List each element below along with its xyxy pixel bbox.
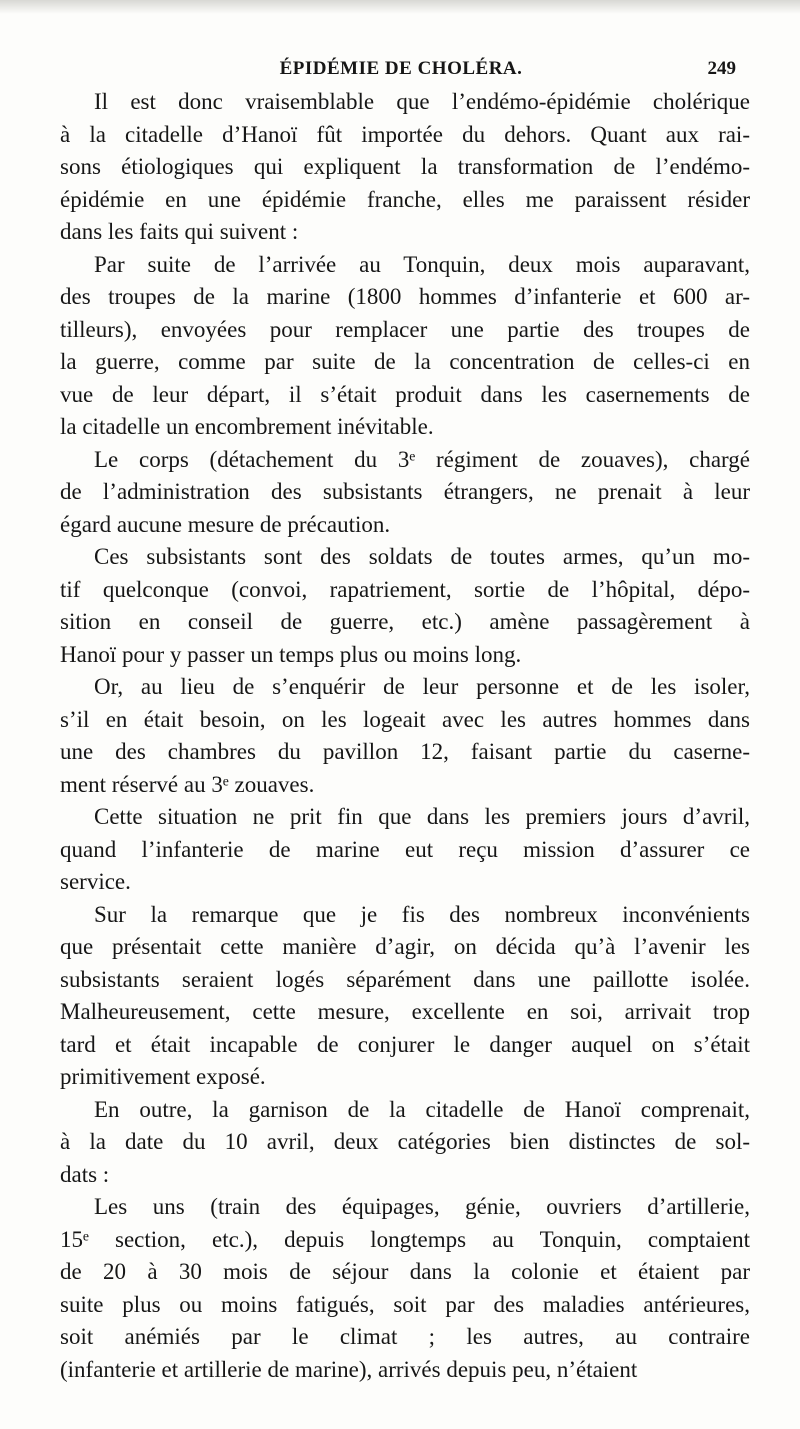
text-line: tilleurs), envoyées pour remplacer une partie des troupes de [60, 316, 750, 342]
text-line: épidémie en une épidémie franche, elles me paraissent résider [60, 186, 750, 212]
paragraph [60, 86, 750, 249]
text-line: Cette situation ne prit fin que dans les premiers jours d’avril, [94, 804, 750, 829]
text-line: ment réservé au 3ᵉ zouaves. [60, 771, 315, 797]
paragraph [60, 801, 750, 899]
paragraph [60, 541, 750, 671]
text-line: quand l’infanterie de marine eut reçu mission d’assurer ce [60, 836, 750, 862]
text-line: de 20 à 30 mois de séjour dans la colonie et étaient par [60, 1259, 750, 1284]
text-line: Il est donc vraisemblable que l’endémo-épidémie cholérique [94, 89, 750, 114]
text-line: tard et était incapable de conjurer le danger auquel on s’était [60, 1031, 750, 1057]
text-line: dats : [60, 1161, 110, 1187]
text-line: Malheureusement, cette mesure, excellente en soi, arrivait trop [60, 999, 750, 1024]
text-line: sition en conseil de guerre, etc.) amène passagèrement à [60, 609, 750, 634]
text-line: En outre, la garnison de la citadelle de Hanoï comprenait, [94, 1096, 750, 1122]
text-line: la guerre, comme par suite de la concentration de celles-ci en [60, 349, 750, 374]
text-line: de l’administration des subsistants étrangers, ne prenait à leur [60, 479, 750, 504]
text-line: que présentait cette manière d’agir, on décida qu’à l’avenir les [60, 934, 750, 959]
text-line: (infanterie et artillerie de marine), arrivés depuis peu, n’étaient [60, 1356, 638, 1382]
paragraph [60, 899, 750, 1094]
text-line: Or, au lieu de s’enquérir de leur personne et de les isoler, [94, 674, 750, 699]
text-line: 15ᵉ section, etc.), depuis longtemps au Tonquin, comptaient [60, 1226, 750, 1252]
text-line: dans les faits qui suivent : [60, 219, 299, 244]
text-line: Ces subsistants sont des soldats de toutes armes, qu’un mo- [94, 544, 750, 569]
paragraph [60, 671, 750, 801]
text-line: subsistants seraient logés séparément dans une paillotte isolée. [60, 966, 750, 992]
paragraph [60, 444, 750, 542]
running-title: ÉPIDÉMIE DE CHOLÉRA. [279, 58, 523, 79]
text-line: Le corps (détachement du 3ᵉ régiment de zouaves), chargé [94, 446, 750, 472]
page-header [66, 58, 736, 88]
paragraph [60, 1094, 750, 1192]
text-line: Hanoï pour y passer un temps plus ou moins long. [60, 641, 522, 667]
text-line: égard aucune mesure de précaution. [60, 511, 391, 537]
page-number: 249 [707, 58, 736, 79]
text-line: tif quelconque (convoi, rapatriement, sortie de l’hôpital, dépo- [60, 576, 750, 602]
text-line: soit anémiés par le climat ; les autres, au contraire [60, 1324, 750, 1349]
text-line: à la date du 10 avril, deux catégories bien distinctes de sol- [60, 1129, 750, 1154]
text-line: service. [60, 869, 131, 894]
text-line: des troupes de la marine (1800 hommes d’infanterie et 600 ar- [60, 284, 750, 309]
text-line: Les uns (train des équipages, génie, ouvriers d’artillerie, [94, 1194, 750, 1219]
text-line: à la citadelle d’Hanoï fût importée du dehors. Quant aux rai- [60, 121, 750, 147]
paragraph [60, 249, 750, 444]
body-text [60, 86, 750, 1386]
text-line: Sur la remarque que je fis des nombreux inconvénients [94, 901, 750, 927]
text-line: s’il en était besoin, on les logeait avec les autres hommes dans [60, 706, 750, 732]
page-edge-shadow [0, 0, 800, 14]
text-line: primitivement exposé. [60, 1064, 266, 1089]
text-line: suite plus ou moins fatigués, soit par des maladies antérieures, [60, 1291, 750, 1317]
text-line: sons étiologiques qui expliquent la transformation de l’endémo- [60, 154, 750, 179]
paragraph [60, 1191, 750, 1386]
text-line: une des chambres du pavillon 12, faisant partie du caserne- [60, 739, 750, 764]
text-line: vue de leur départ, il s’était produit dans les casernements de [60, 381, 750, 407]
text-line: Par suite de l’arrivée au Tonquin, deux mois auparavant, [94, 251, 750, 277]
text-line: la citadelle un encombrement inévitable. [60, 414, 434, 439]
